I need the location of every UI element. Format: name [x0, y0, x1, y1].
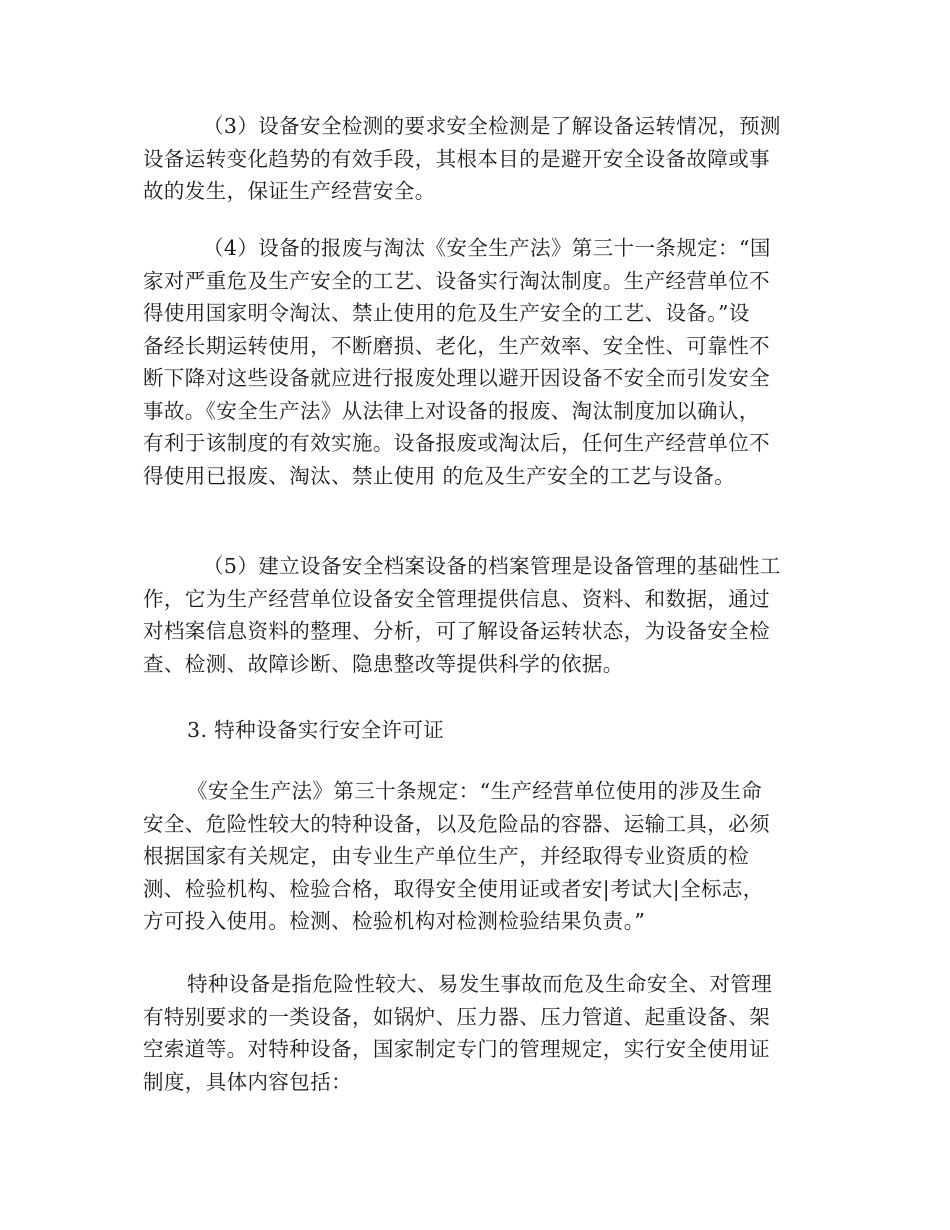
paragraph-equipment-archives — [143, 550, 823, 680]
text-line: 对档案信息资料的整理、分析，可了解设备运转状态，为设备安全检 — [143, 619, 770, 643]
paragraph-equipment-safety-inspection — [143, 110, 823, 208]
text-line: 得使用已报废、淘汰、禁止使用 的危及生产安全的工艺与设备。 — [143, 463, 736, 488]
text-line: 安全、危险性较大的特种设备，以及危险品的容器、运输工具，必须 — [143, 811, 770, 836]
text-line: 方可投入使用。检测、检验机构对检测检验结果负责。” — [143, 909, 646, 933]
text-line: 事故。《安全生产法》从法律上对设备的报废、淘汰制度加以确认， — [143, 398, 760, 423]
section-heading-special-equipment-license — [143, 714, 823, 747]
text-line: 故的发生，保证生产经营安全。 — [143, 179, 436, 203]
paragraph-article-30-quote — [143, 775, 823, 938]
text-line: 断下降对这些设备就应进行报废处理以避开因设备不安全而引发安全 — [143, 366, 770, 390]
heading-text: 3. 特种设备实行安全许可证 — [187, 718, 445, 742]
text-line: （4）设备的报废与淘汰《安全生产法》第三十一条规定：“国 — [203, 236, 771, 260]
text-line: 设备运转变化趋势的有效手段，其根本目的是避开安全设备故障或事 — [143, 146, 770, 171]
text-line: 有利于该制度的有效实施。设备报废或淘汰后，任何生产经营单位不 — [143, 431, 770, 455]
text-line: 制度，具体内容包括： — [143, 1069, 352, 1094]
paragraph-equipment-scrapping — [143, 232, 823, 492]
text-line: 特种设备是指危险性较大、易发生事故而危及生命安全、对管理 — [187, 972, 773, 996]
text-line: 《安全生产法》第三十条规定：“生产经营单位使用的涉及生命 — [187, 779, 763, 803]
text-line: 得使用国家明令淘汰、禁止使用的危及生产安全的工艺、设备。”设 — [143, 301, 750, 325]
text-line: 作，它为生产经营单位设备安全管理提供信息、资料、和数据，通过 — [143, 586, 770, 611]
text-line: 空索道等。对特种设备，国家制定专门的管理规定，实行安全使用证 — [143, 1037, 770, 1061]
text-line: 备经长期运转使用，不断磨损、老化，生产效率、安全性、可靠性不 — [143, 333, 770, 358]
text-line: 家对严重危及生产安全的工艺、设备实行淘汰制度。生产经营单位不 — [143, 268, 770, 293]
text-line: 查、检测、故障诊断、隐患整改等提供科学的依据。 — [143, 651, 624, 676]
text-line: 有特别要求的一类设备，如锅炉、压力器、压力管道、起重设备、架 — [143, 1004, 770, 1029]
paragraph-special-equipment-definition — [143, 968, 823, 1098]
text-line: （5）建立设备安全档案设备的档案管理是设备管理的基础性工 — [203, 554, 781, 578]
text-line: 测、检验机构、检验合格，取得安全使用证或者安|考试大|全标志， — [143, 876, 764, 901]
text-line: （3）设备安全检测的要求安全检测是了解设备运转情况，预测 — [203, 114, 781, 138]
text-line: 根据国家有关规定，由专业生产单位生产，并经取得专业资质的检 — [143, 844, 750, 868]
